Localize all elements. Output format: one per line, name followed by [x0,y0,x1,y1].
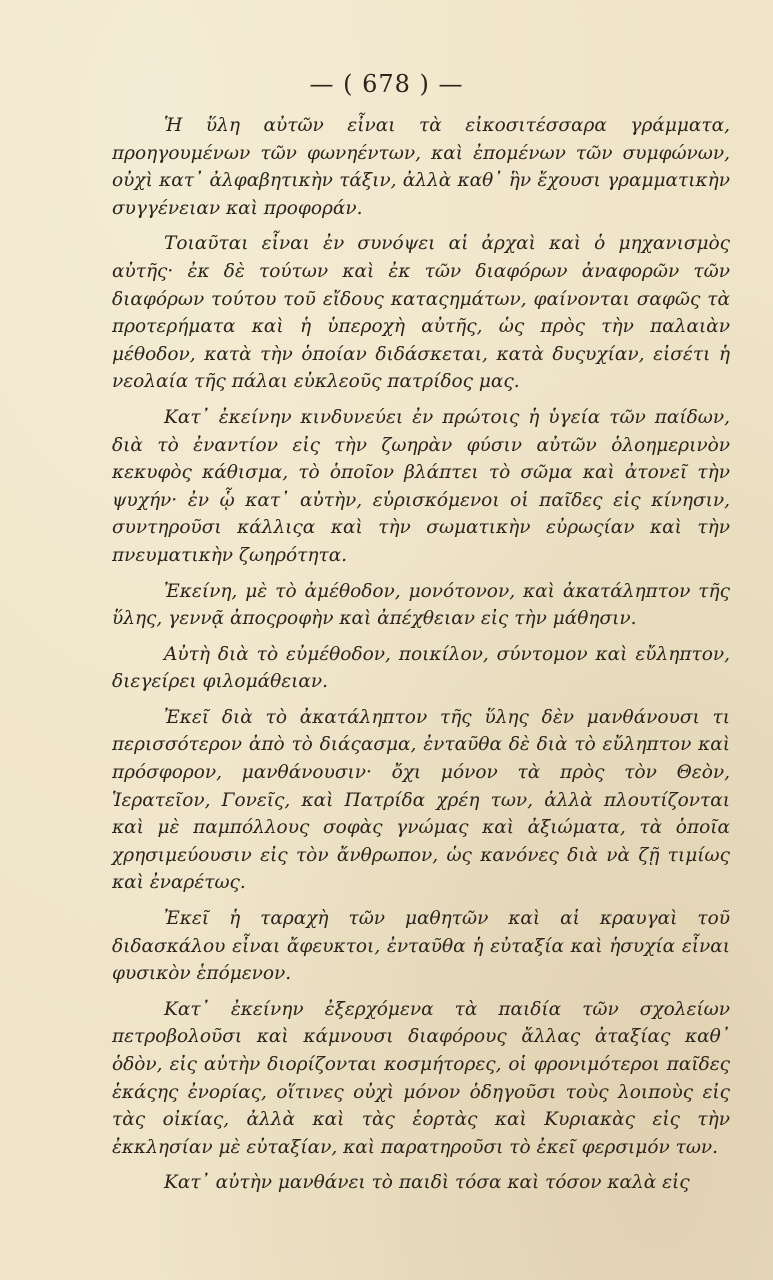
paragraph-4: Ἐκείνη, μὲ τὸ ἀμέθοδον, μονότονον, καὶ ἀκατάληπτον τῆς ὕλης, γεννᾷ ἀποςροφὴν καὶ ἀπέχθειαν εἰς τὴν μάθησιν. [112,580,730,630]
paragraph-9: Κατ᾽ αὐτὴν μανθάνει τὸ παιδὶ τόσα καὶ τόσον καλὰ εἰς [164,1172,690,1194]
paragraph-3: Κατ᾽ ἐκείνην κινδυνεύει ἐν πρώτοις ἡ ὑγεία τῶν παίδων, διὰ τὸ ἐναντίον εἰς τὴν ζωηρὰν φύσιν αὐτῶν ὁλοημερινὸν κεκυφὸς κάθισμα, τὸ ὁποῖον βλάπτει τὸ σῶμα καὶ ἀτονεῖ τὴν ψυχήν· ἐν ᾧ κατ᾽ αὐτὴν, εὑρισκόμενοι οἱ παῖδες εἰς κίνησιν, συντηροῦσι κάλλιςα καὶ τὴν σωματικὴν εὐρωςίαν καὶ τὴν πνευματικὴν ζωηρότητα. [112,406,730,566]
page-body [112,112,730,1203]
paragraph-6: Ἐκεῖ διὰ τὸ ἀκατάληπτον τῆς ὕλης δὲν μανθάνουσι τι περισσότερον ἀπὸ τὸ διάςασμα, ἐνταῦθα δὲ διὰ τὸ εὔληπτον καὶ πρόσφορον, μανθάνουσιν· ὄχι μόνον τὰ πρὸς τὸν Θεὸν, Ἱερατεῖον, Γονεῖς, καὶ Πατρίδα χρέη των, ἀλλὰ πλουτίζονται καὶ μὲ παμπόλλους σοφὰς γνώμας καὶ ἀξιώματα, τὰ ὁποῖα χρησιμεύουσιν εἰς τὸν ἄνθρωπον, ὡς κανόνες διὰ νὰ ζῇ τιμίως καὶ ἐναρέτως. [112,706,730,894]
paragraph-1: Ἡ ὕλη αὐτῶν εἶναι τὰ εἰκοσιτέσσαρα γράμματα, προηγουμένων τῶν φωνηέντων, καὶ ἐπομένων τῶν συμφώνων, οὐχὶ κατ᾽ ἀλφαβητικὴν τάξιν, ἀλλὰ καθ᾽ ἣν ἔχουσι γραμματικὴν συγγένειαν καὶ προφοράν. [112,115,730,219]
paragraph-8: Κατ᾽ ἐκείνην ἐξερχόμενα τὰ παιδία τῶν σχολείων πετροβολοῦσι καὶ κάμνουσι διαφόρους ἄλλας ἀταξίας καθ᾽ ὁδὸν, εἰς αὐτὴν διορίζονται κοσμήτορες, οἱ φρονιμότεροι παῖδες ἑκάςης ἐνορίας, οἵτινες οὐχὶ μόνον ὁδηγοῦσι τοὺς λοιποὺς εἰς τὰς οἰκίας, ἀλλὰ καὶ τὰς ἑορτὰς καὶ Κυριακὰς εἰς τὴν ἐκκλησίαν μὲ εὐταξίαν, καὶ παρατηροῦσι τὸ ἐκεῖ φερσιμόν των. [112,998,730,1158]
paragraph-5: Αὐτὴ διὰ τὸ εὐμέθοδον, ποικίλον, σύντομον καὶ εὔληπτον, διεγείρει φιλομάθειαν. [112,643,730,693]
page-number-header: — ( 678 ) — [309,70,464,98]
paragraph-7: Ἐκεῖ ἡ ταραχὴ τῶν μαθητῶν καὶ αἱ κραυγαὶ τοῦ διδασκάλου εἶναι ἄφευκτοι, ἐνταῦθα ἡ εὐταξία καὶ ἡσυχία εἶναι φυσικὸν ἑπόμενον. [112,908,730,985]
paragraph-2: Τοιαῦται εἶναι ἐν συνόψει αἱ ἀρχαὶ καὶ ὁ μηχανισμὸς αὐτῆς· ἐκ δὲ τούτων καὶ ἐκ τῶν διαφόρων ἀναφορῶν τῶν διαφόρων τούτου τοῦ εἴδους καταςημάτων, φαίνονται σαφῶς τὰ προτερήματα καὶ ἡ ὑπεροχὴ αὐτῆς, ὡς πρὸς τὴν παλαιὰν μέθοδον, κατὰ τὴν ὁποίαν διδάσκεται, κατὰ δυςυχίαν, εἰσέτι ἡ νεολαία τῆς πάλαι εὐκλεοῦς πατρίδος μας. [112,233,730,393]
